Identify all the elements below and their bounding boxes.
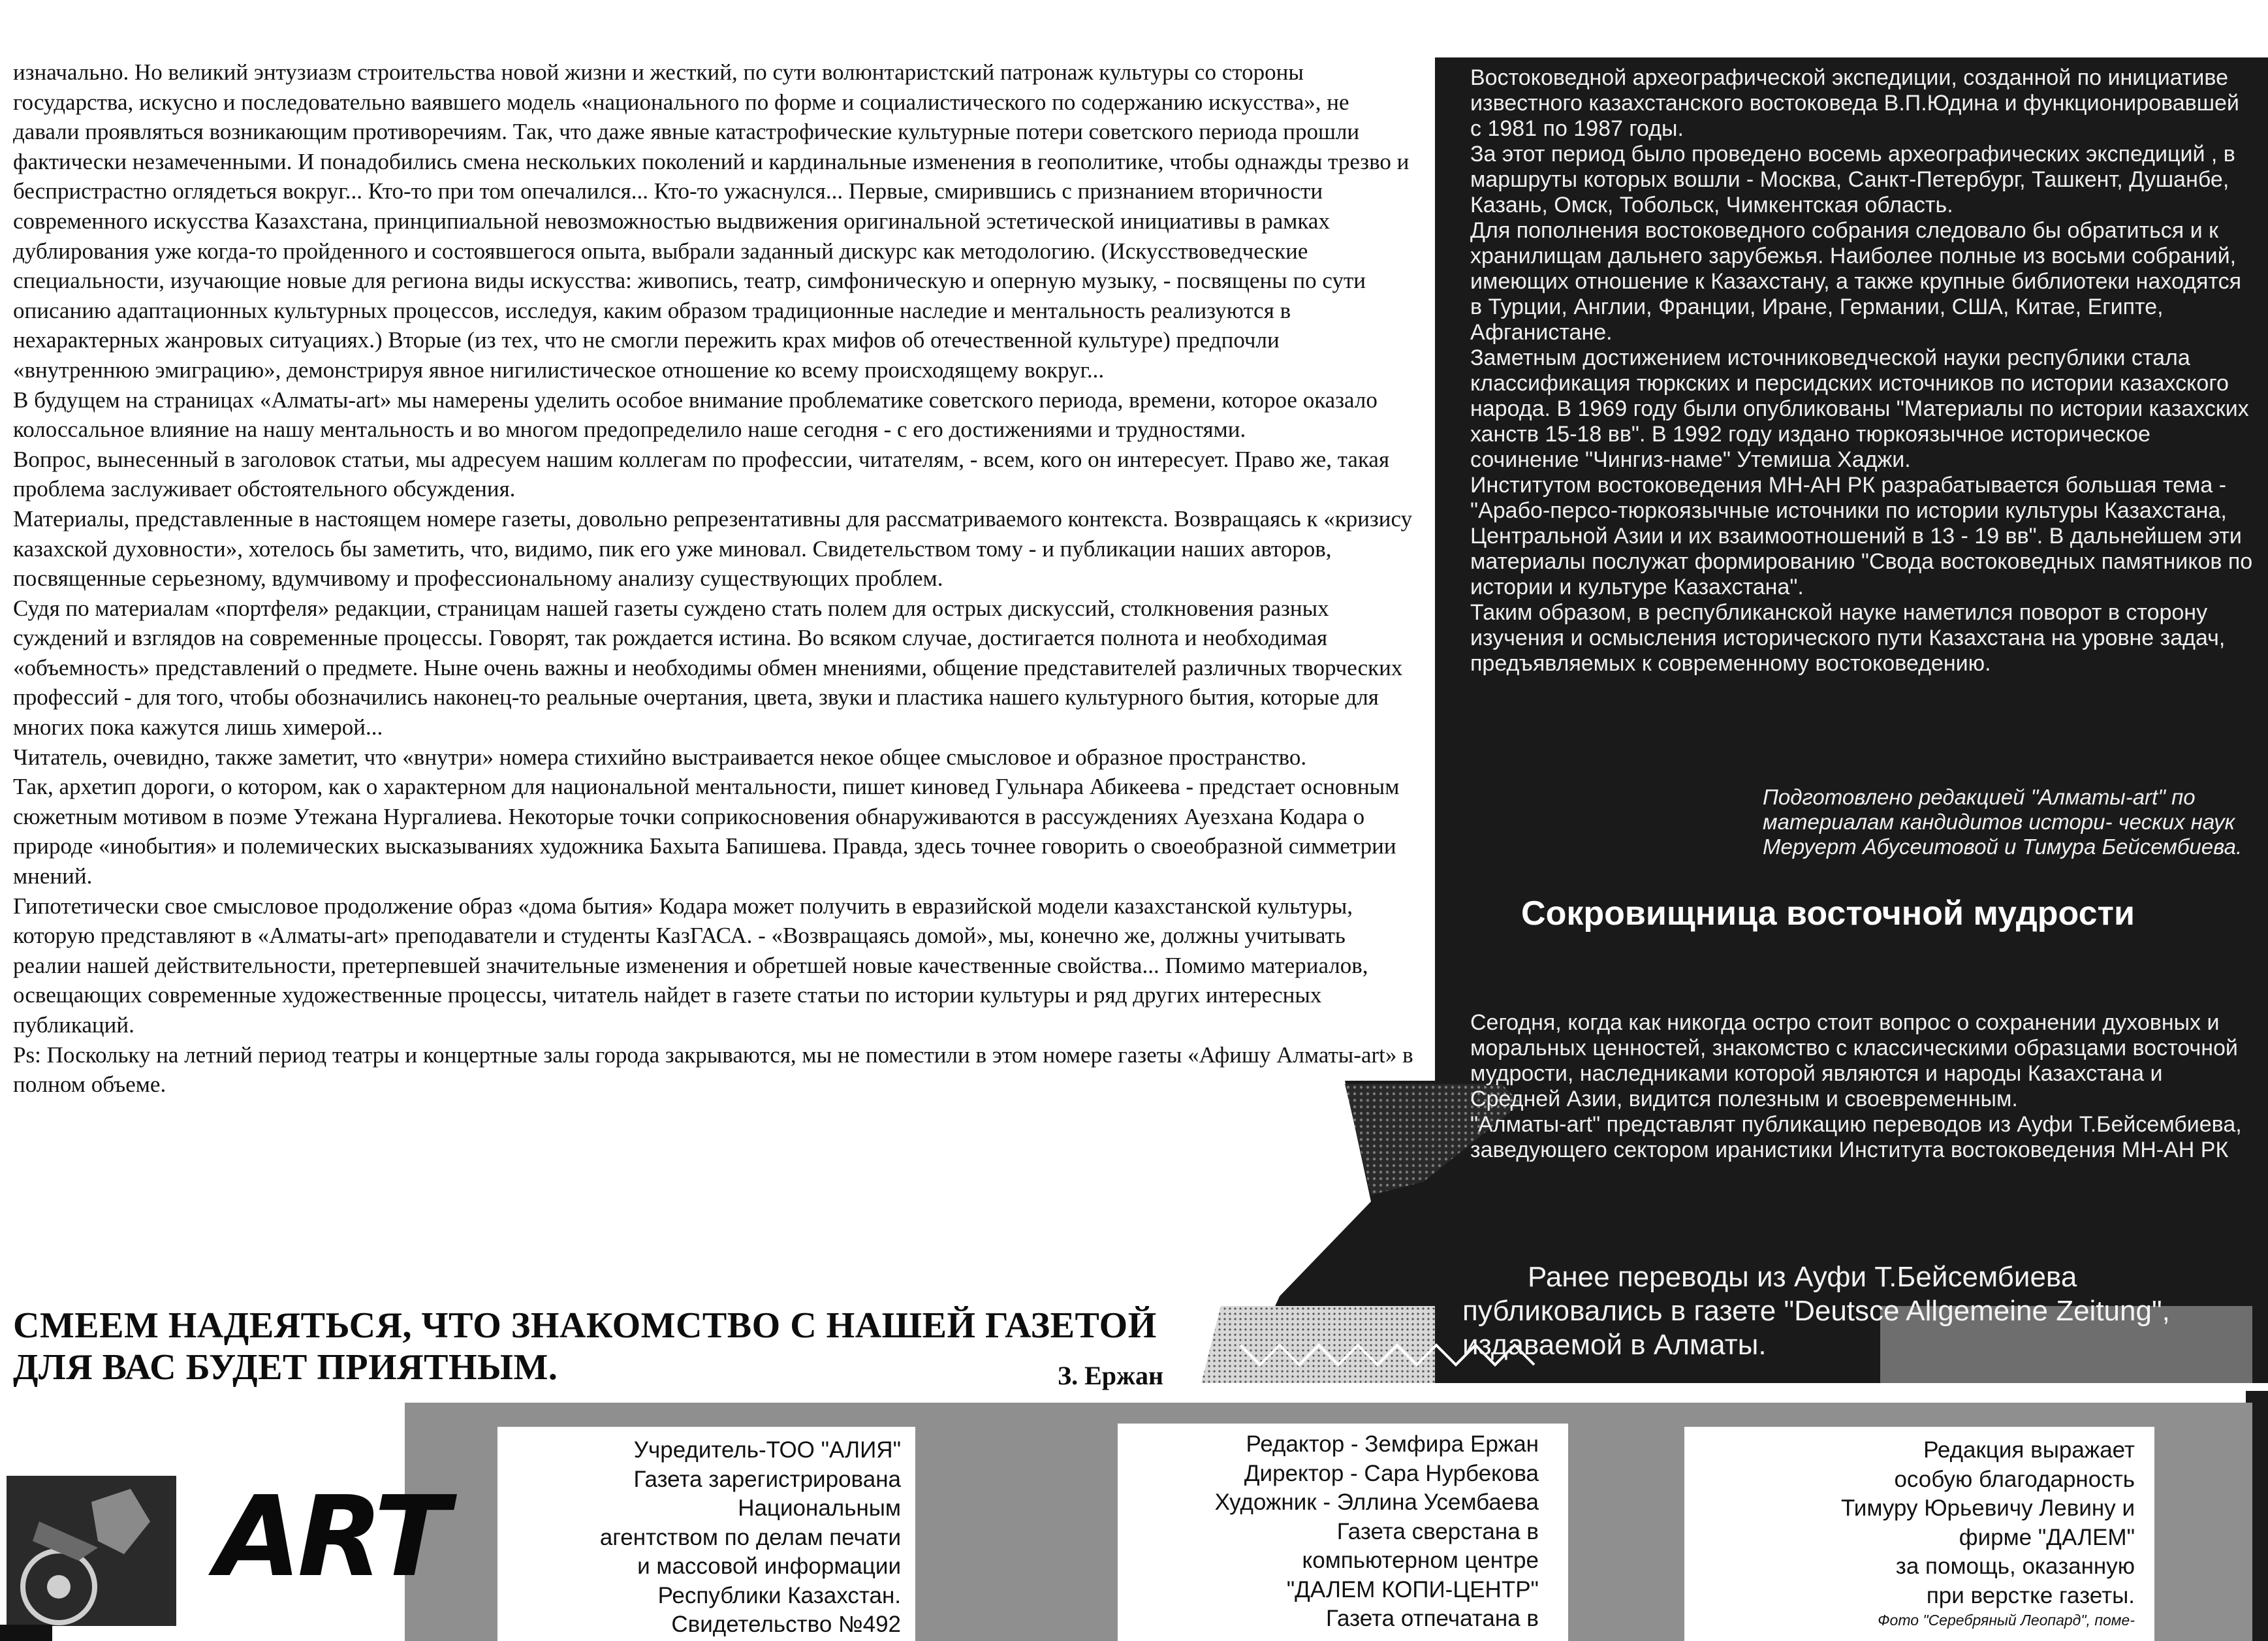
sidebar-paragraph: Заметным достижением источниковедческой науки республики стала классификация тюркских и персидских источников по истории казахского народа. В 1969 году были опубликованы "Материалы по истории казахских ханств 15-18 вв". В 1992 году издано тюркоязычное историческое сочинение "Чингиз-наме" Утемиша Хаджи. (1470, 345, 2249, 472)
imprint-line: фирме "ДАЛЕМ" (1959, 1524, 2135, 1550)
imprint-line: особую благодарность (1894, 1466, 2135, 1492)
imprint-line: за помощь, оказанную (1895, 1553, 2135, 1579)
imprint-thanks (1684, 1427, 2154, 1641)
imprint-line: Директор - Сара Нурбекова (1244, 1460, 1539, 1486)
imprint-staff (1118, 1424, 1568, 1641)
article-paragraph: Судя по материалам «портфеля» редакции, страницам нашей газеты суждено стать полем для острых дискуссий, столкновения разных суждений и взглядов на современные процессы. Говорят, так рождается истина. Во всяком случае, достигается полнота и необходимая «объемность» представлений о предмете. Ныне очень важны и необходимы обмен мнениями, общение представителей различных творческих профессий - для того, чтобы обозначились наконец-то реальные очертания, цвета, звуки и пластика нашего культурного бытия, которые для многих пока кажутся лишь химерой... (13, 595, 1403, 741)
imprint-line: Газета сверстана в (1336, 1518, 1539, 1544)
article-paragraph: Читатель, очевидно, также заметит, что «внутри» номера стихийно выстраивается некое общее смысловое и образное пространство. (13, 744, 1307, 770)
imprint-line: Свидетельство №492 (671, 1612, 901, 1637)
imprint-line: Редакция выражает (1923, 1437, 2135, 1463)
article-paragraph: Материалы, представленные в настоящем номере газеты, довольно репрезентативны для рассматриваемого контекста. Возвращаясь к «кризису казахской духовности», хотелось бы заметить, что, видимо, пик его уже миновал. Свидетельством тому - и публикации наших авторов, посвященные серьезному, вдумчивому и профессиональному анализу существующих проблем. (13, 505, 1413, 592)
sidebar-paragraph: За этот период было проведено восемь археографических экспедиций , в маршруты которых вошли - Москва, Санкт-Петербург, Ташкент, Душанбе, Казань, Омск, Тобольск, Чимкентская область. (1470, 142, 2235, 217)
headline-line: ДЛЯ ВАС БУДЕТ ПРИЯТНЫМ. (13, 1347, 558, 1388)
sidebar-article (1470, 65, 2254, 677)
article-paragraph: Так, архетип дороги, о котором, как о характерном для национальной ментальности, пишет киновед Гульнара Абикеева - предстает основным сюжетным мотивом в поэме Утежана Нургалиева. Некоторые точки соприкосновения обнаруживаются в рассуждениях Ауезхана Кодара о природе «инобытия» и полемических высказываниях художника Бахыта Бапишева. Правда, здесь точнее говорить о своеобразной симметрии мнений. (13, 774, 1400, 889)
imprint-line: Учредитель-ТОО "АЛИЯ" (633, 1437, 901, 1463)
intro-paragraph: Сегодня, когда как никогда остро стоит вопрос о сохранении духовных и моральных ценностей, знакомство с классическими образцами восточной мудрости, наследниками которой являются и народы Казахстана и Средней Азии, видится полезным и своевременным. (1470, 1010, 2238, 1111)
imprint-line: Художник - Эллина Усембаева (1214, 1490, 1539, 1515)
translation-note: Ранее переводы из Ауфи Т.Бейсембиева публиковались в газете "Deutsce Allgemeine Zeitung", издаваемой в Алматы. (1462, 1261, 2170, 1361)
article-paragraph: изначально. Но великий энтузиазм строительства новой жизни и жесткий, по сути волюнтаристский патронаж культуры со стороны государства, искусно и последовательно ваявшего модель «национального по форме и социалистического по содержанию искусства», не давали проявляться возникающим противоречиям. Так, что даже явные катастрофические культурные потери советского периода прошли фактически незамеченными. И понадобились смена нескольких поколений и кардинальные изменения в геополитике, чтобы однажды трезво и беспристрастно оглядеться вокруг... Кто-то при том опечалился... Кто-то ужаснулся... Первые, смирившись с признанием вторичности современного искусства Казахстана, принципиальной невозможностью выдвижения оригинальной эстетической инициативы в рамках дублирования уже когда-то пройденного и состоявшегося опыта, выбрали заданный дискурс как методологию. (Искусствоведческие специальности, изучающие новые для региона виды искусства: живопись, театр, симфоническую и оперную музыку, - посвящены по сути описанию адаптационных культурных процессов, исследуя, каким образом традиционные наследие и ментальность реализуются в нехарактерных жанровых ситуациях.) Вторые (из тех, что не смогли пережить крах мифов об отечественной культуре) предпочли «внутреннюю эмиграцию», демонстрируя явное нигилистическое отношение ко всему происходящему вокруг... (13, 59, 1410, 383)
article-paragraph: Вопрос, вынесенный в заголовок статьи, мы адресуем нашим коллегам по профессии, читателям, - всем, кого он интересует. Право же, такая проблема заслуживает обстоятельного обсуждения. (13, 446, 1390, 502)
intro-paragraph: "Алматы-art" представлят публикацию переводов из Ауфи Т.Бейсембиева, заведующего сектором иранистики Института востоковедения МН-АН РК (1470, 1112, 2242, 1162)
photo-credit: Фото "Серебряный Леопард", поме- (1878, 1612, 2135, 1629)
headline-line: СМЕЕМ НАДЕЯТЬСЯ, ЧТО ЗНАКОМСТВО С НАШЕЙ ГАЗЕТОЙ (13, 1305, 1157, 1346)
imprint-line: и массовой информации (637, 1553, 901, 1579)
section-intro (1470, 1010, 2254, 1163)
logo-illustration (0, 1463, 189, 1641)
imprint-line: Газета отпечатана в (1326, 1606, 1539, 1631)
sidebar-credit: Подготовлено редакцией "Алматы-art" по материалам кандидитов истори- ческих наук Меруерт Абусеитовой и Тимура Бейсембиева. (1763, 785, 2243, 859)
logo-art: ART (215, 1473, 446, 1602)
sidebar-paragraph: Институтом востоковедения МН-АН РК разрабатывается большая тема - "Арабо-персо-тюркоязычные источники по истории культуры Казахстана, Центральной Азии и их взаимоотношений в 13 - 19 вв". В дальнейшем эти материалы послужат формированию "Свода востоковедных памятников по истории и культуре Казахстана". (1470, 473, 2253, 599)
imprint-line: Национальным (738, 1495, 901, 1521)
sidebar-paragraph: Таким образом, в республиканской науке наметился поворот в сторону изучения и осмысления исторического пути Казахстана на уровне задач, предъявляемых к современному востоковедению. (1470, 600, 2226, 676)
sidebar-paragraph: Для пополнения востоковедного собрания следовало бы обратиться и к хранилищам дальнего зарубежья. Наиболее полные из восьми собраний, имеющих отношение к Казахстану, а также крупные библиотеки находятся в Турции, Англии, Франции, Иране, Германии, США, Китае, Египте, Афганистане. (1470, 218, 2242, 345)
imprint-line: Тимуру Юрьевичу Левину и (1840, 1495, 2135, 1521)
article-paragraph: В будущем на страницах «Алматы-art» мы намерены уделить особое внимание проблематике советского периода, времени, которое оказало колоссальное влияние на нашу ментальность и во многом предопределило наше сегодня - с его достижениями и трудностями. (13, 387, 1378, 443)
sidebar-paragraph: Востоковедной археографической экспедиции, созданной по инициативе известного казахстанского востоковеда В.П.Юдина и функционировавшей с 1981 по 1987 годы. (1470, 65, 2239, 141)
imprint-line: компьютерном центре (1302, 1548, 1539, 1573)
imprint-line: Газета зарегистрирована (633, 1466, 901, 1492)
imprint-line: "ДАЛЕМ КОПИ-ЦЕНТР" (1286, 1576, 1539, 1602)
imprint-line: Республики Казахстан. (657, 1582, 901, 1608)
imprint-line: Редактор - Земфира Ержан (1246, 1431, 1539, 1457)
author-signature: З. Ержан (1058, 1361, 1164, 1390)
article-paragraph: Ps: Поскольку на летний период театры и концертные залы города закрываются, мы не поместили в этом номере газеты «Афишу Алматы-art» в полном объеме. (13, 1042, 1413, 1098)
article-paragraph: Гипотетически свое смысловое продолжение образ «дома бытия» Кодара может получить в евразийской модели казахстанской культуры, которую представляют в «Алматы-art» преподаватели и студенты КазГАСА. - «Возвращаясь домой», мы, конечно же, должны учитывать реалии нашей действительности, претерпевшей значительные изменения и обретшей новые качественные свойства... Помимо материалов, освещающих современные художественные процессы, читатель найдет в газете статьи по истории культуры и ряд других интересных публикаций. (13, 893, 1368, 1038)
imprint-publisher (497, 1427, 915, 1641)
section-title: Сокровищница восточной мудрости (1521, 895, 2135, 932)
closing-headline (13, 1305, 1214, 1388)
imprint-line: агентством по делам печати (599, 1524, 901, 1550)
imprint-line: при верстке газеты. (1926, 1582, 2135, 1608)
